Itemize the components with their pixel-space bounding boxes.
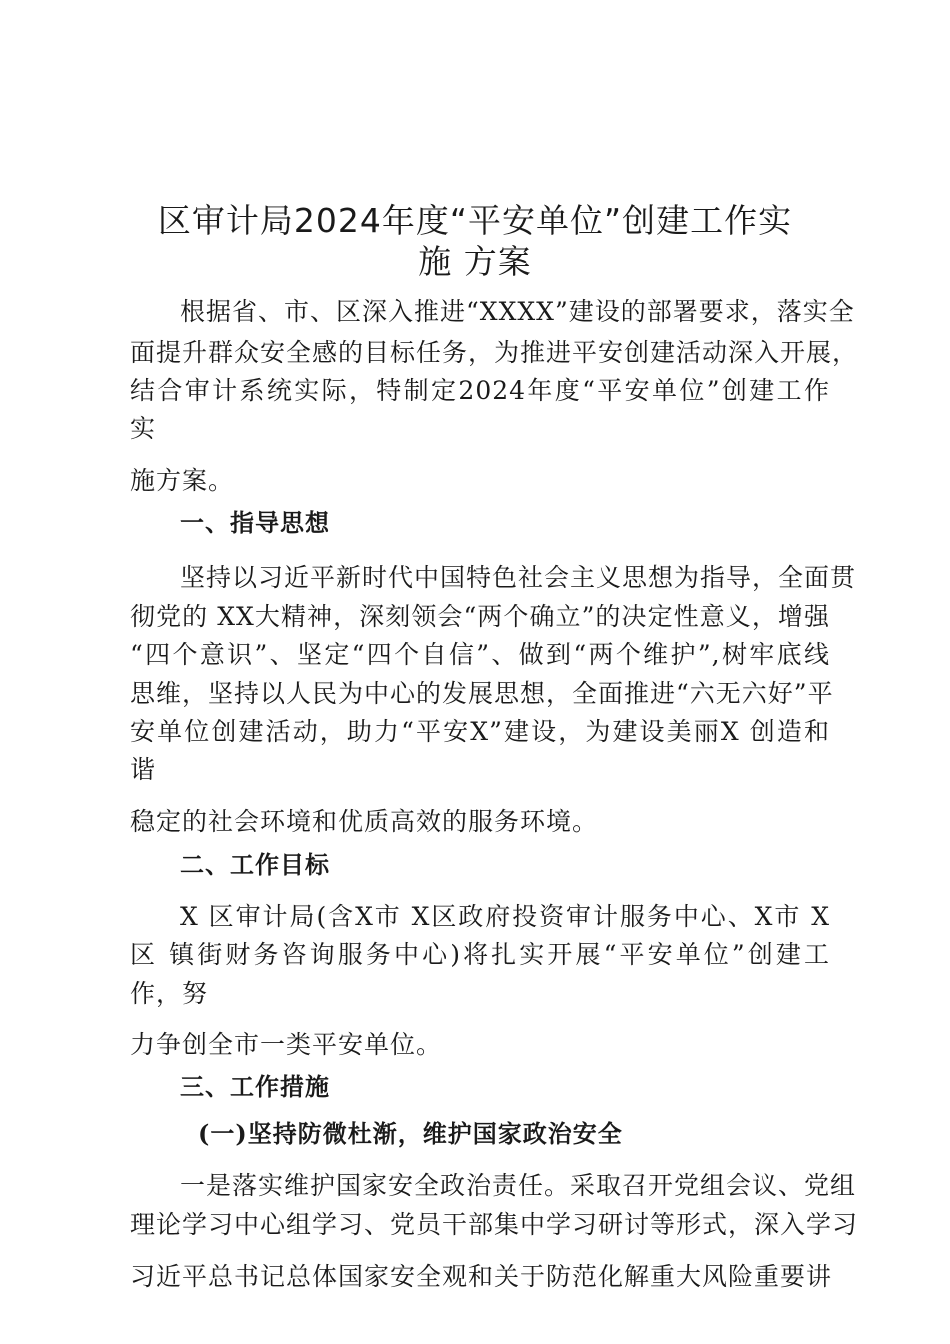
- section1-line-7: 稳定的社会环境和优质高效的服务环境。: [130, 807, 599, 836]
- section1-line-1: 坚持以习近平新时代中国特色社会主义思想为指导，全面贯: [180, 563, 857, 592]
- section1-line-4: 思维，坚持以人民为中心的发展思想，全面推进“六无六好”平: [130, 679, 834, 708]
- intro-line-2: 面提升群众安全感的目标任务，为推进平安创建活动深入开展，: [130, 338, 859, 367]
- section-heading-work-measures: 三、工作措施: [180, 1073, 330, 1101]
- intro-line-1: 根据省、市、区深入推进“XXXX”建设的部署要求，落实全: [180, 297, 855, 326]
- section1-line-5: 安单位创建活动，助力“平安X”建设，为建设美丽X 创造和: [130, 717, 830, 746]
- intro-line-3: 结合审计系统实际，特制定2024年度“平安单位”创建工作: [130, 376, 830, 405]
- section1-line-3: “四个意识”、坚定“四个自信”、做到“两个维护”,树牢底线: [130, 640, 830, 669]
- subsection-heading-political-security: (一)坚持防微杜渐，维护国家政治安全: [198, 1119, 623, 1148]
- section2-line-2: 区 镇街财务咨询服务中心)将扎实开展“平安单位”创建工: [130, 940, 830, 969]
- section-heading-guiding-ideology: 一、指导思想: [180, 509, 330, 537]
- document-title-line-2: 施 方案: [418, 242, 532, 281]
- section1-line-2: 彻党的 XX大精神，深刻领会“两个确立”的决定性意义，增强: [130, 602, 830, 631]
- section2-line-1: X 区审计局(含X市 X区政府投资审计服务中心、X市 X: [180, 902, 830, 931]
- section3-line-3: 习近平总书记总体国家安全观和关于防范化解重大风险重要讲: [130, 1262, 833, 1291]
- section2-line-3: 作，努: [130, 979, 209, 1008]
- section3-line-1: 一是落实维护国家安全政治责任。采取召开党组会议、党组: [180, 1171, 857, 1200]
- section2-line-4: 力争创全市一类平安单位。: [130, 1030, 443, 1059]
- document-title-line-1: 区审计局2024年度“平安单位”创建工作实: [157, 201, 793, 240]
- section1-line-6: 谐: [130, 755, 157, 784]
- intro-line-5: 施方案。: [130, 466, 235, 495]
- intro-line-4: 实: [130, 414, 157, 443]
- section-heading-work-goals: 二、工作目标: [180, 851, 330, 879]
- section3-line-2: 理论学习中心组学习、党员干部集中学习研讨等形式，深入学习: [130, 1210, 859, 1239]
